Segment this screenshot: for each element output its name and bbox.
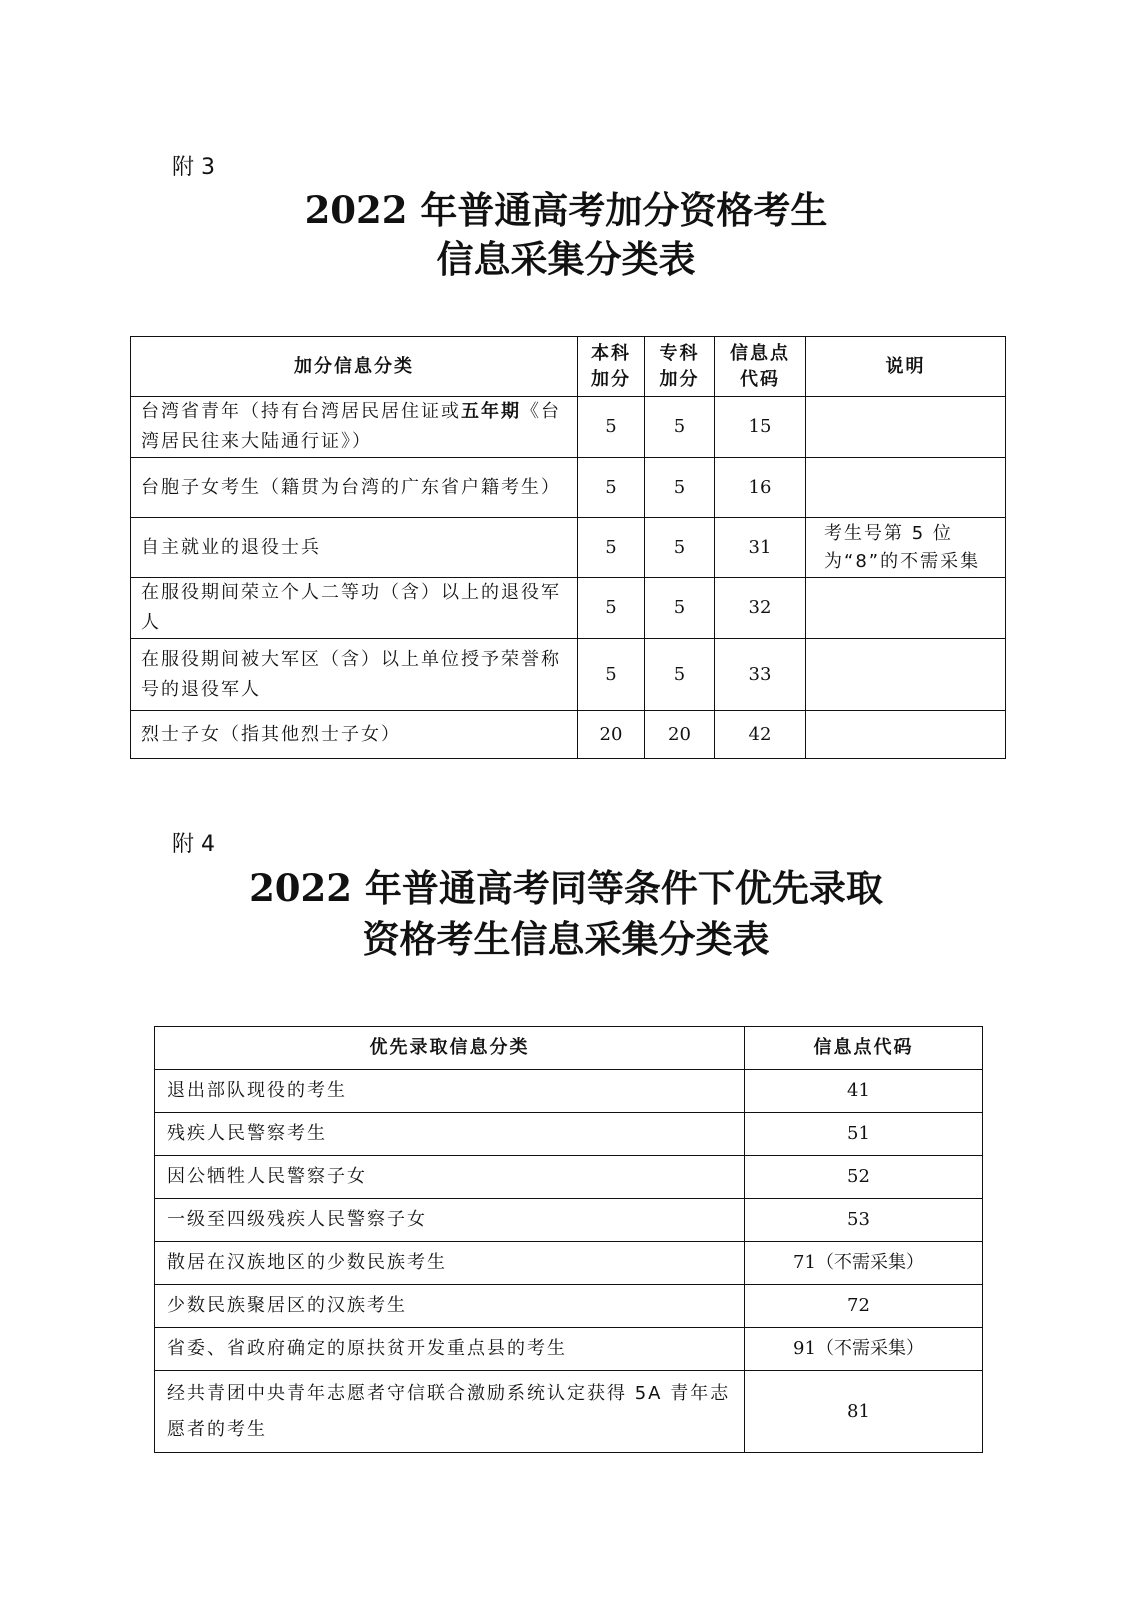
junior-cell: 5 <box>645 397 715 458</box>
junior-cell: 20 <box>645 711 715 759</box>
header-junior-points: 专科 加分 <box>645 337 715 397</box>
code-cell: 42 <box>715 711 806 759</box>
category-cell: 在服役期间被大军区（含）以上单位授予荣誉称号的退役军人 <box>131 639 578 711</box>
category-cell: 散居在汉族地区的少数民族考生 <box>155 1242 745 1285</box>
table-row <box>155 1156 983 1199</box>
bonus-points-table <box>130 336 1006 759</box>
junior-cell: 5 <box>645 458 715 518</box>
undergrad-cell: 5 <box>578 518 645 578</box>
junior-cell: 5 <box>645 518 715 578</box>
table-row <box>131 639 1006 711</box>
category-cell: 经共青团中央青年志愿者守信联合激励系统认定获得 5A 青年志愿者的考生 <box>155 1371 745 1453</box>
annex-4-title-line-2: 资格考生信息采集分类表 <box>362 917 770 961</box>
category-cell: 因公牺牲人民警察子女 <box>155 1156 745 1199</box>
code-cell: 71（不需采集） <box>745 1242 983 1285</box>
code-cell: 51 <box>745 1113 983 1156</box>
annex-4-title-line-1: 2022 年普通高考同等条件下优先录取 <box>249 866 883 910</box>
code-cell: 81 <box>745 1371 983 1453</box>
table-row <box>131 578 1006 639</box>
table-row <box>155 1328 983 1371</box>
code-cell: 91（不需采集） <box>745 1328 983 1371</box>
code-cell: 53 <box>745 1199 983 1242</box>
category-cell: 省委、省政府确定的原扶贫开发重点县的考生 <box>155 1328 745 1371</box>
table-row <box>131 518 1006 578</box>
category-cell: 台湾省青年（持有台湾居民居住证或五年期《台湾居民往来大陆通行证》） <box>131 397 578 458</box>
table-row <box>155 1070 983 1113</box>
header-code: 信息点 代码 <box>715 337 806 397</box>
junior-cell: 5 <box>645 639 715 711</box>
category-cell: 台胞子女考生（籍贯为台湾的广东省户籍考生） <box>131 458 578 518</box>
header-note: 说明 <box>806 337 1006 397</box>
note-cell: 考生号第 5 位为“8”的不需采集 <box>806 518 1006 578</box>
note-cell <box>806 639 1006 711</box>
code-cell: 32 <box>715 578 806 639</box>
junior-cell: 5 <box>645 578 715 639</box>
annex-3-title-line-2: 信息采集分类表 <box>436 237 696 281</box>
category-cell: 自主就业的退役士兵 <box>131 518 578 578</box>
note-cell <box>806 397 1006 458</box>
note-cell <box>806 711 1006 759</box>
note-cell <box>806 458 1006 518</box>
category-cell: 残疾人民警察考生 <box>155 1113 745 1156</box>
category-cell: 烈士子女（指其他烈士子女） <box>131 711 578 759</box>
code-cell: 16 <box>715 458 806 518</box>
category-cell: 在服役期间荣立个人二等功（含）以上的退役军人 <box>131 578 578 639</box>
undergrad-cell: 5 <box>578 578 645 639</box>
header-category: 加分信息分类 <box>131 337 578 397</box>
table-row <box>131 458 1006 518</box>
code-cell: 72 <box>745 1285 983 1328</box>
code-cell: 15 <box>715 397 806 458</box>
annex-3-label: 附 3 <box>172 155 215 180</box>
priority-admission-table <box>154 1026 983 1453</box>
table-row <box>155 1371 983 1453</box>
category-cell: 一级至四级残疾人民警察子女 <box>155 1199 745 1242</box>
note-cell <box>806 578 1006 639</box>
table-header-row <box>155 1027 983 1070</box>
table-row <box>155 1199 983 1242</box>
annex-3-title-line-1: 2022 年普通高考加分资格考生 <box>304 188 828 232</box>
annex-4-label: 附 4 <box>172 832 215 857</box>
code-cell: 31 <box>715 518 806 578</box>
undergrad-cell: 5 <box>578 458 645 518</box>
table-row <box>155 1113 983 1156</box>
category-cell: 退出部队现役的考生 <box>155 1070 745 1113</box>
undergrad-cell: 20 <box>578 711 645 759</box>
code-cell: 33 <box>715 639 806 711</box>
header-code: 信息点代码 <box>745 1027 983 1070</box>
code-cell: 41 <box>745 1070 983 1113</box>
undergrad-cell: 5 <box>578 639 645 711</box>
undergrad-cell: 5 <box>578 397 645 458</box>
code-cell: 52 <box>745 1156 983 1199</box>
table-row <box>131 397 1006 458</box>
category-cell: 少数民族聚居区的汉族考生 <box>155 1285 745 1328</box>
table-row <box>155 1285 983 1328</box>
header-undergrad-points: 本科 加分 <box>578 337 645 397</box>
header-category: 优先录取信息分类 <box>155 1027 745 1070</box>
table-header-row <box>131 337 1006 397</box>
table-row <box>131 711 1006 759</box>
table-row <box>155 1242 983 1285</box>
